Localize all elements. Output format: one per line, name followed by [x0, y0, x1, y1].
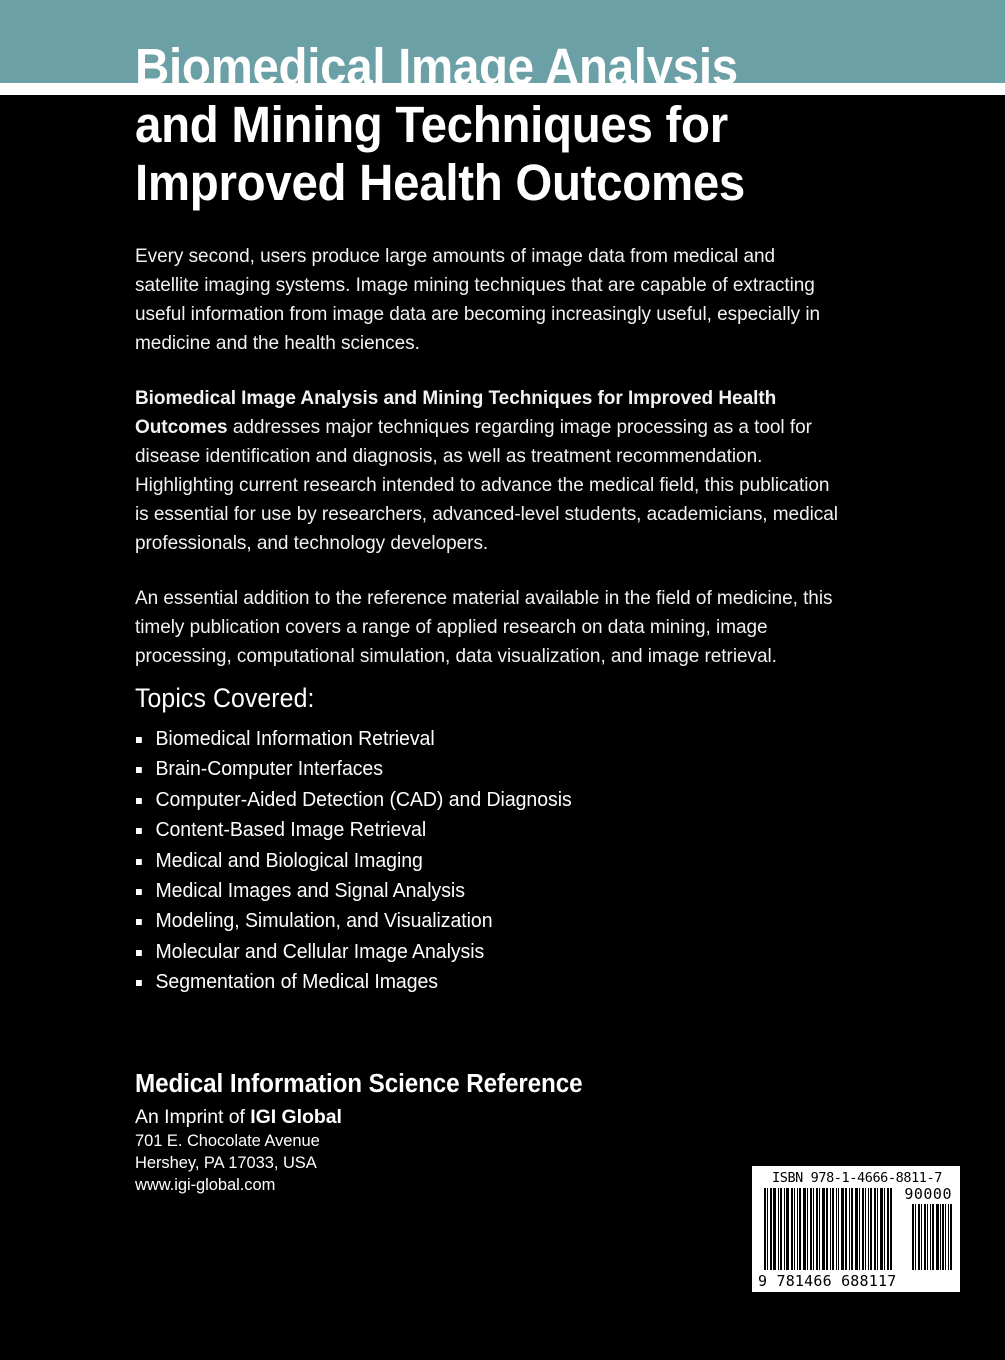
square-bullet-icon [136, 798, 142, 804]
square-bullet-icon [136, 980, 142, 986]
list-item-label: Content-Based Image Retrieval [155, 819, 427, 842]
square-bullet-icon [136, 859, 142, 865]
isbn-barcode [752, 1166, 960, 1292]
publisher-address-line-2: Hershey, PA 17033, USA [135, 1154, 317, 1172]
list-item [135, 815, 818, 845]
list-item [135, 967, 818, 997]
imprint-of-prefix: An Imprint of [135, 1106, 251, 1128]
square-bullet-icon [136, 828, 142, 834]
blurb-bold-title-lead: Biomedical Image Analysis and Mining Techniques for Improved Health Outcomes [135, 387, 777, 438]
book-title [135, 38, 786, 212]
square-bullet-icon [136, 950, 142, 956]
imprint-parent-brand: IGI Global [250, 1106, 342, 1128]
square-bullet-icon [136, 767, 142, 773]
imprint-parent-line [135, 1105, 606, 1130]
list-item-label: Biomedical Information Retrieval [155, 728, 435, 750]
imprint-name: Medical Information Science Reference [135, 1070, 583, 1098]
blurb-paragraph-3: An essential addition to the reference material available in the field of medicine, this timely publication covers a range of applied research on data mining, image processing, computational simulation, data visualization, and image retrieval. [135, 587, 833, 667]
square-bullet-icon [136, 889, 142, 895]
list-item [135, 724, 818, 754]
barcode-bars-main [764, 1188, 900, 1270]
square-bullet-icon [136, 737, 142, 743]
publisher-website: www.igi-global.com [135, 1176, 276, 1194]
list-item-label: Molecular and Cellular Image Analysis [155, 940, 485, 963]
square-bullet-icon [136, 919, 142, 925]
topics-covered-heading: Topics Covered: [135, 683, 315, 713]
list-item [135, 846, 818, 876]
barcode-ean-digits: 9 781466 688117 [758, 1272, 897, 1290]
list-item [135, 876, 818, 906]
list-item-label: Brain-Computer Interfaces [155, 758, 383, 781]
list-item [135, 906, 818, 936]
publisher-address-line-1: 701 E. Chocolate Avenue [135, 1132, 320, 1150]
list-item-label: Medical and Biological Imaging [155, 849, 423, 872]
book-title-line-1: Biomedical Image Analysis [135, 38, 738, 95]
blurb-paragraph-2 [135, 384, 843, 558]
list-item-label: Segmentation of Medical Images [155, 971, 439, 994]
blurb-paragraph-1: Every second, users produce large amounts of image data from medical and satellite imaging systems. Image mining techniques that are capable of extracting useful information from image data are becoming increasingly useful, especially in medicine and the health sciences. [135, 245, 821, 354]
blurb-text [135, 242, 861, 671]
publisher-block [135, 1069, 606, 1196]
list-item [135, 785, 818, 815]
book-title-line-3: Improved Health Outcomes [135, 154, 746, 211]
book-title-line-2: and Mining Techniques for [135, 96, 728, 153]
list-item-label: Modeling, Simulation, and Visualization [155, 910, 493, 933]
isbn-number-label: ISBN 978-1-4666-8811-7 [771, 1170, 942, 1186]
barcode-bars-addon [912, 1204, 954, 1270]
list-item-label: Medical Images and Signal Analysis [155, 880, 465, 903]
barcode-addon-digits: 90000 [904, 1185, 952, 1203]
blurb-paragraph-2-rest: addresses major techniques regarding image processing as a tool for disease identification and diagnosis, as well as treatment recommendation. Highlighting current research intended to advance the medical field, this publication is essential for use by researchers, advanced-level students, academicians, medical professionals, and technology developers. [135, 416, 838, 554]
list-item-label: Computer-Aided Detection (CAD) and Diagnosis [155, 788, 572, 811]
list-item [135, 754, 818, 784]
topics-covered-list [135, 724, 835, 998]
list-item [135, 937, 818, 967]
